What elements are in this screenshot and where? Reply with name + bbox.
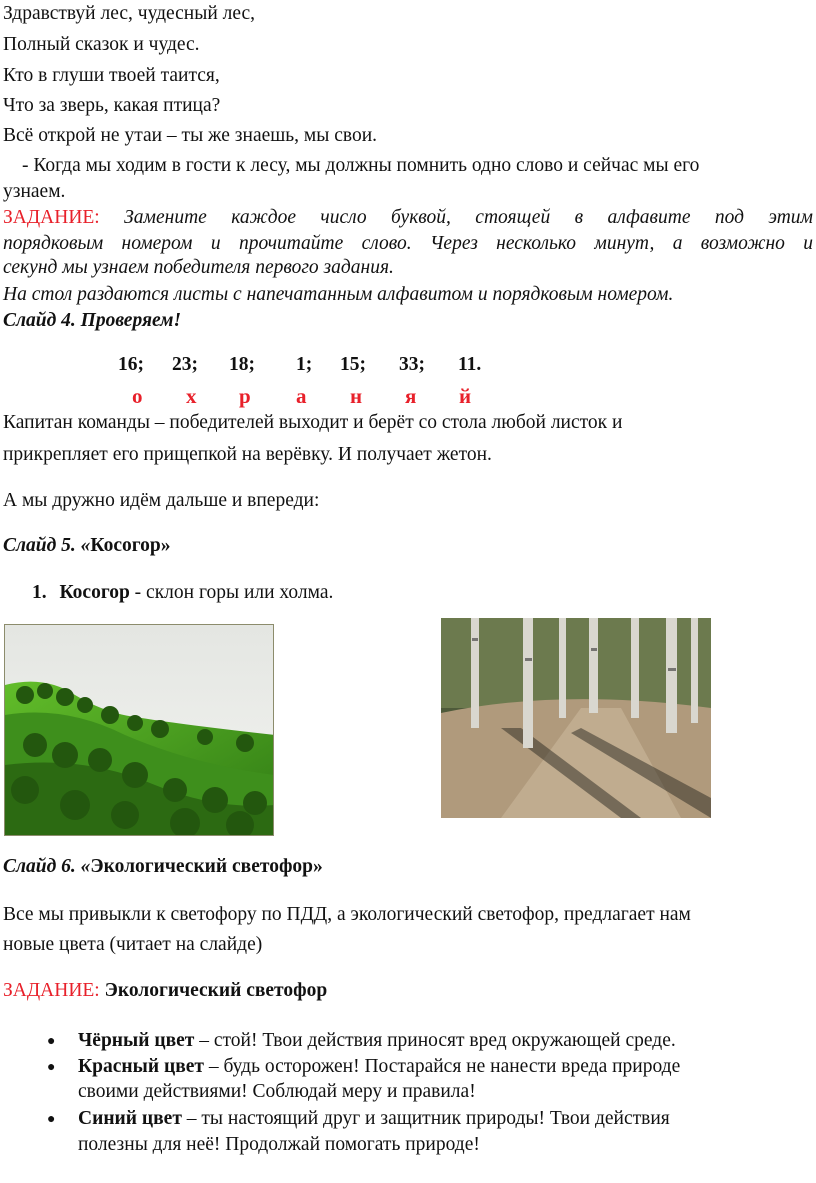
cipher-letter-7: й bbox=[459, 384, 472, 408]
bullet-black bbox=[78, 1029, 676, 1053]
onward-text: А мы дружно идём дальше и впереди: bbox=[3, 490, 320, 511]
cipher-letter-5: н bbox=[350, 384, 363, 408]
eco-intro-line-2: новые цвета (читает на слайде) bbox=[3, 934, 263, 955]
forest-path-photo bbox=[441, 618, 711, 818]
cipher-number-4: 1; bbox=[296, 354, 313, 375]
slide6-title: Экологический светофор» bbox=[90, 856, 323, 877]
task1-label: ЗАДАНИЕ: bbox=[3, 207, 100, 228]
cipher-number-5: 15; bbox=[340, 354, 366, 375]
cipher-number-2: 23; bbox=[172, 354, 198, 375]
poem-line-5: Всё открой не утаи – ты же знаешь, мы свои. bbox=[3, 125, 378, 146]
slide6-heading bbox=[3, 855, 323, 879]
bullet-blue-term: Синий цвет bbox=[78, 1108, 182, 1129]
captain-line-1: Капитан команды – победителей выходит и берёт со стола любой листок и bbox=[3, 412, 623, 433]
definition-text: - склон горы или холма. bbox=[129, 582, 334, 603]
slide5-title: Косогор» bbox=[90, 535, 171, 556]
poem-line-3: Кто в глуши твоей таится, bbox=[3, 65, 220, 86]
bullet-dot-1: ● bbox=[47, 1034, 56, 1049]
bullet-blue-text: – ты настоящий друг и защитник природы! Твои действия bbox=[181, 1108, 670, 1129]
cipher-number-1: 16; bbox=[118, 354, 144, 375]
poem-line-2: Полный сказок и чудес. bbox=[3, 34, 200, 55]
definition-number: 1. bbox=[32, 582, 47, 603]
bullet-red bbox=[78, 1055, 680, 1079]
cipher-letters bbox=[0, 384, 816, 410]
captain-line-2: прикрепляет его прищепкой на верёвку. И получает жетон. bbox=[3, 444, 492, 465]
intro-line-1: - Когда мы ходим в гости к лесу, мы должны помнить одно слово и сейчас мы его bbox=[22, 155, 700, 176]
slide4-title: Слайд 4. Проверяем! bbox=[3, 310, 182, 331]
cipher-numbers bbox=[0, 354, 816, 380]
bullet-red-line-2: своими действиями! Соблюдай меру и правила! bbox=[78, 1081, 476, 1102]
slide6-prefix: Слайд 6. « bbox=[3, 856, 91, 877]
task1-line-3: секунд мы узнаем победителя первого задания. bbox=[3, 257, 394, 278]
eco-intro-line-1: Все мы привыкли к светофору по ПДД, а экологический светофор, предлагает нам bbox=[3, 904, 691, 925]
task1-line-1 bbox=[3, 205, 813, 231]
cipher-letter-3: р bbox=[239, 384, 251, 408]
cipher-number-7: 11. bbox=[458, 354, 482, 375]
cipher-letter-2: х bbox=[186, 384, 197, 408]
task2-heading bbox=[3, 979, 327, 1003]
bullet-dot-3: ● bbox=[47, 1112, 56, 1127]
cipher-letter-6: я bbox=[405, 384, 417, 408]
bullet-blue-line-2: полезны для неё! Продолжай помогать природе! bbox=[78, 1134, 480, 1155]
bullet-red-term: Красный цвет bbox=[78, 1056, 204, 1077]
task1-line-4: На стол раздаются листы с напечатанным алфавитом и порядковым номером. bbox=[3, 284, 674, 305]
hillside-illustration bbox=[5, 625, 274, 836]
task1-text-1: Замените каждое число буквой, стоящей в алфавите под этим bbox=[124, 207, 814, 228]
intro-line-2: узнаем. bbox=[3, 181, 66, 202]
task2-label: ЗАДАНИЕ: bbox=[3, 980, 100, 1001]
bullet-blue bbox=[78, 1107, 670, 1131]
cipher-number-3: 18; bbox=[229, 354, 255, 375]
poem-line-4: Что за зверь, какая птица? bbox=[3, 95, 221, 116]
task2-title: Экологический светофор bbox=[99, 980, 328, 1001]
hillside-photo bbox=[4, 624, 274, 836]
bullet-dot-2: ● bbox=[47, 1060, 56, 1075]
slide5-heading bbox=[3, 534, 170, 558]
poem-line-1: Здравствуй лес, чудесный лес, bbox=[3, 3, 256, 24]
definition-item bbox=[32, 581, 333, 605]
bullet-black-term: Чёрный цвет bbox=[78, 1030, 195, 1051]
definition-term: Косогор bbox=[59, 582, 130, 603]
bullet-black-text: – стой! Твои действия приносят вред окружающей среде. bbox=[194, 1030, 676, 1051]
task1-line-2: порядковым номером и прочитайте слово. Через несколько минут, а возможно и bbox=[3, 233, 813, 254]
cipher-letter-1: о bbox=[132, 384, 143, 408]
cipher-letter-4: а bbox=[296, 384, 307, 408]
forest-illustration bbox=[441, 618, 711, 818]
bullet-red-text: – будь осторожен! Постарайся не нанести вреда природе bbox=[203, 1056, 681, 1077]
cipher-number-6: 33; bbox=[399, 354, 425, 375]
slide5-prefix: Слайд 5. « bbox=[3, 535, 91, 556]
